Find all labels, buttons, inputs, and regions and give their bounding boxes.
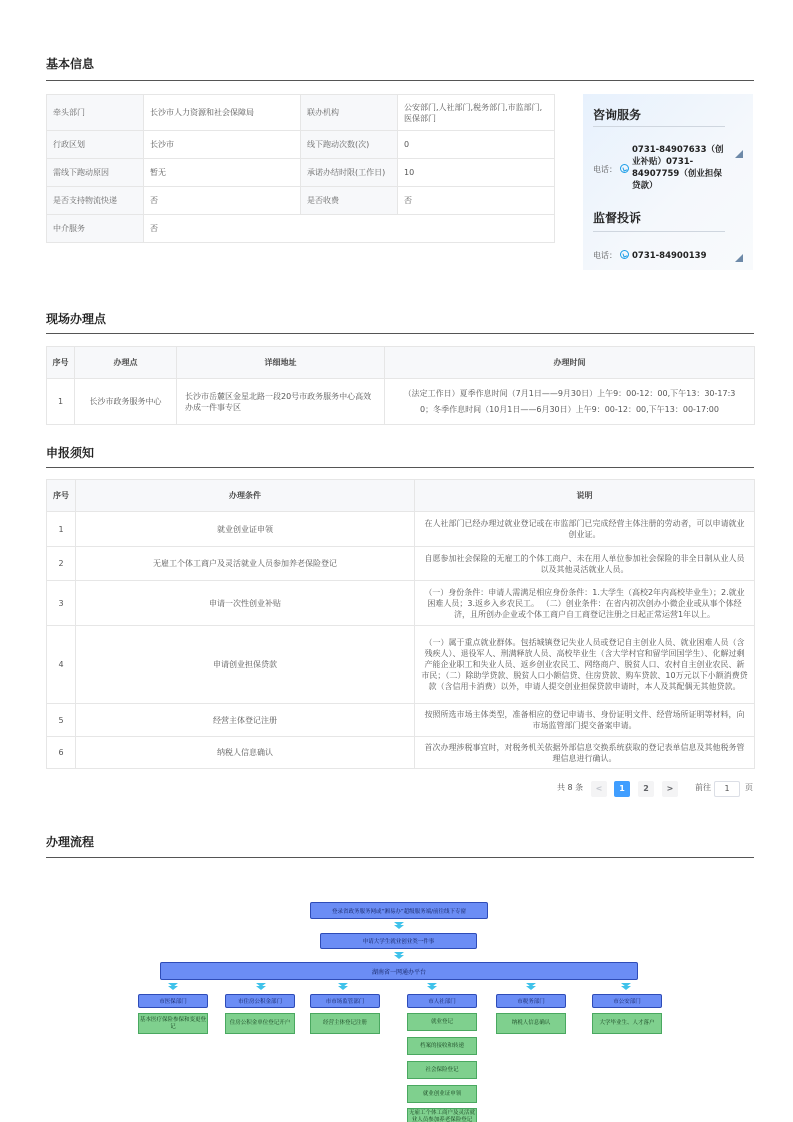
- rule-index: 5: [47, 704, 76, 737]
- col-site: 办理点: [75, 347, 177, 379]
- rule-description: （一）身份条件：申请人需满足相应身份条件：1.大学生（高校2年内高校毕业生）；2.就业困难人员；3.返乡入乡农民工。 （二）创业条件：在省内初次创办小微企业或从事个体经济，且所创办企业或个体工商户自工商登记注册之日起正常运营1年以上。: [415, 581, 755, 626]
- flow-item: 大学毕业生、人才落户: [592, 1013, 662, 1034]
- divider: [46, 857, 754, 858]
- basic-info-table: [46, 94, 555, 243]
- table-header: [47, 480, 755, 512]
- table-row: [47, 95, 555, 131]
- col-index: 序号: [47, 347, 75, 379]
- site-address: 长沙市岳麓区金星北路一段20号市政务服务中心高效办成一件事专区: [177, 379, 385, 425]
- rule-description: 自愿参加社会保险的无雇工的个体工商户、未在用人单位参加社会保险的非全日制从业人员以及其他灵活就业人员。: [415, 547, 755, 581]
- table-row: [47, 512, 755, 547]
- page-2-button[interactable]: 2: [638, 781, 654, 797]
- chevron-down-icon: [621, 983, 631, 989]
- rule-condition: 纳税人信息确认: [76, 737, 415, 769]
- rule-index: 4: [47, 626, 76, 704]
- col-index: 序号: [47, 480, 76, 512]
- flow-title: 办理流程: [46, 835, 95, 849]
- agency-value: 否: [144, 215, 555, 243]
- divider: [593, 126, 725, 127]
- rule-condition: 申请一次性创业补贴: [76, 581, 415, 626]
- prev-page-button[interactable]: <: [591, 781, 607, 797]
- divider: [46, 80, 754, 81]
- table-row: [47, 581, 755, 626]
- supervise-phone[interactable]: 0731-84900139: [632, 251, 707, 261]
- sites-table: [46, 346, 755, 425]
- lead-dept-label: 牵头部门: [47, 95, 144, 131]
- divider: [46, 467, 754, 468]
- rule-description: 在人社部门已经办理过就业登记或在市监部门已完成经营主体注册的劳动者，可以申请就业创业证。: [415, 512, 755, 547]
- chevron-down-icon: [427, 983, 437, 989]
- table-row: [47, 547, 755, 581]
- rule-condition: 经营主体登记注册: [76, 704, 415, 737]
- chevron-down-icon: [256, 983, 266, 989]
- divider: [46, 333, 754, 334]
- rule-index: 6: [47, 737, 76, 769]
- flow-item: 经营主体登记注册: [310, 1013, 380, 1034]
- chevron-down-icon: [394, 922, 404, 928]
- chevron-down-icon: [526, 983, 536, 989]
- flow-item: 无雇工个体工商户及灵活就业人员参加养老保险登记: [408, 1110, 475, 1122]
- chevron-down-icon: [394, 952, 404, 958]
- supervise-phone-row: [593, 250, 707, 262]
- flow-item: 档案的接收和转递: [407, 1037, 477, 1055]
- flow-dept-medical: 市医保部门: [138, 994, 208, 1008]
- col-description: 说明: [415, 480, 755, 512]
- flow-dept-hr: 市人社部门: [407, 994, 477, 1008]
- flow-item: 纳税人信息确认: [496, 1013, 566, 1034]
- region-label: 行政区划: [47, 131, 144, 159]
- flow-step-platform: 湖南省一网通办平台: [160, 962, 638, 980]
- flow-dept-market: 市市场监管部门: [310, 994, 380, 1008]
- rule-description: 首次办理涉税事宜时，对税务机关依据外部信息交换系统获取的登记表单信息及其他税务管理信息进行确认。: [415, 737, 755, 769]
- col-address: 详细地址: [177, 347, 385, 379]
- table-row: [47, 626, 755, 704]
- rule-condition: 申请创业担保贷款: [76, 626, 415, 704]
- supervise-title: 监督投诉: [593, 211, 642, 225]
- chevron-down-icon: [168, 983, 178, 989]
- offline-reason-label: 需线下跑动原因: [47, 159, 144, 187]
- phone-label: 电话：: [593, 251, 617, 260]
- flow-item: 就业登记: [407, 1013, 477, 1031]
- express-label: 是否支持物流快递: [47, 187, 144, 215]
- table-row: [47, 131, 555, 159]
- chevron-down-icon: [338, 983, 348, 989]
- phone-icon: [620, 250, 629, 259]
- phone-label: 电话：: [593, 165, 617, 174]
- rule-condition: 就业创业证申领: [76, 512, 415, 547]
- pager-total: 共 8 条: [557, 783, 584, 792]
- table-row: [47, 379, 755, 425]
- rule-index: 2: [47, 547, 76, 581]
- corner-arrow-icon: [735, 254, 743, 262]
- col-hours: 办理时间: [385, 347, 755, 379]
- sites-title: 现场办理点: [46, 312, 107, 326]
- site-hours: （法定工作日）夏季作息时间（7月1日——9月30日）上午9：00-12：00,下午13：30-17:30；冬季作息时间（10月1日——6月30日）上午9：00-12：00,下午13：00-17:00: [385, 379, 755, 425]
- corner-arrow-icon: [735, 150, 743, 158]
- flow-item: 就业创业证申领: [407, 1085, 477, 1103]
- rules-table: [46, 479, 755, 769]
- rule-condition: 无雇工个体工商户及灵活就业人员参加养老保险登记: [76, 547, 415, 581]
- basic-info-title: 基本信息: [46, 57, 95, 71]
- fee-value: 否: [398, 187, 555, 215]
- flow-dept-tax: 市税务部门: [496, 994, 566, 1008]
- offline-visits-label: 线下跑动次数(次): [301, 131, 398, 159]
- deadline-value: 10: [398, 159, 555, 187]
- col-condition: 办理条件: [76, 480, 415, 512]
- page-1-button[interactable]: 1: [614, 781, 630, 797]
- flow-dept-police: 市公安部门: [592, 994, 662, 1008]
- goto-page-input[interactable]: 1: [714, 781, 740, 797]
- consult-phone[interactable]: 0731-84907633（创业补贴）0731-84907759（创业担保贷款）: [632, 145, 724, 191]
- express-value: 否: [144, 187, 301, 215]
- agency-label: 中介服务: [47, 215, 144, 243]
- region-value: 长沙市: [144, 131, 301, 159]
- joint-org-label: 联办机构: [301, 95, 398, 131]
- flow-item: 住房公积金单位登记开户: [225, 1013, 295, 1034]
- fee-label: 是否收费: [301, 187, 398, 215]
- consult-panel: [583, 94, 753, 270]
- joint-org-value: 公安部门,人社部门,税务部门,市监部门,医保部门: [398, 95, 555, 131]
- rule-index: 1: [47, 512, 76, 547]
- table-row: [47, 187, 555, 215]
- flow-step-apply: 申请大学生就业创业类一件事: [320, 933, 477, 949]
- rule-description: （一）属于重点就业群体。包括城镇登记失业人员或登记自主创业人员、就业困难人员（含残疾人）、退役军人、刑满释放人员、高校毕业生（含大学村官和留学回国学生）、化解过剩产能企业职工和失业人员、返乡创业农民工、网络商户、脱贫人口、农村自主创业农民、新市民；（二）除助学贷款、脱贫人口小额信贷、住房贷款、购车贷款、10万元以下小额消费贷款（含信用卡消费）以外，申请人提交创业担保贷款申请时，本人及其配偶无其他贷款。: [415, 626, 755, 704]
- divider: [593, 231, 725, 232]
- deadline-label: 承诺办结时限(工作日): [301, 159, 398, 187]
- consult-phone-row: [593, 144, 743, 192]
- table-row: [47, 704, 755, 737]
- flow-item: 社会保险登记: [407, 1061, 477, 1079]
- rule-description: 按照所选市场主体类型，准备相应的登记申请书、身份证明文件、经营场所证明等材料，向市场监管部门提交备案申请。: [415, 704, 755, 737]
- table-row: [47, 215, 555, 243]
- page-unit-label: 页: [745, 783, 753, 792]
- table-row: [47, 159, 555, 187]
- rule-index: 3: [47, 581, 76, 626]
- next-page-button[interactable]: >: [662, 781, 678, 797]
- rules-title: 申报须知: [46, 446, 95, 460]
- phone-icon: [620, 164, 629, 173]
- flow-step-login: 登录省政务服务网或“湘易办”超级服务端/前往线下专窗: [310, 902, 488, 919]
- consult-title: 咨询服务: [593, 108, 642, 122]
- table-row: [47, 737, 755, 769]
- offline-visits-value: 0: [398, 131, 555, 159]
- lead-dept-value: 长沙市人力资源和社会保障局: [144, 95, 301, 131]
- flow-item: 基本医疗保险参保和变更登记: [138, 1013, 208, 1034]
- flow-dept-housing-fund: 市住房公积金部门: [225, 994, 295, 1008]
- site-index: 1: [47, 379, 75, 425]
- site-name: 长沙市政务服务中心: [75, 379, 177, 425]
- offline-reason-value: 暂无: [144, 159, 301, 187]
- goto-label: 前往: [695, 783, 711, 792]
- table-header: [47, 347, 755, 379]
